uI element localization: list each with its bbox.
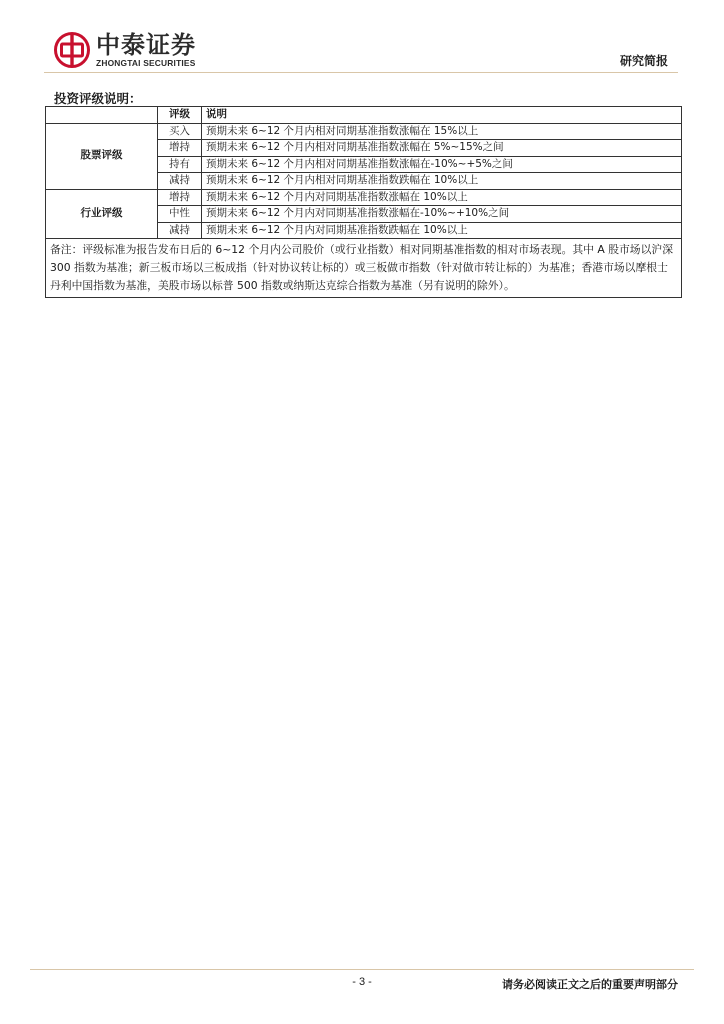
rating-note: 备注：评级标准为报告发布日后的 6~12 个月内公司股价（或行业指数）相对同期基准指数的相对市场表现。其中 A 股市场以沪深 300 指数为基准；新三板市场以三板成指（针对协议转让标的）或三板做市指数（针对做市转让标的）为基准；香港市场以摩根士丹利中国指数为基准，美股市场以标普 500 指数或纳斯达克综合指数为基准（另有说明的除外）。 (46, 239, 682, 298)
rating-description: 预期未来 6~12 个月内对同期基准指数跌幅在 10%以上 (202, 222, 682, 239)
table-note-row (46, 239, 682, 298)
report-type-label: 研究简报 (619, 54, 668, 68)
table-row (46, 123, 682, 140)
table-header-row (46, 107, 682, 124)
table-header-rating: 评级 (158, 107, 202, 124)
rating-description: 预期未来 6~12 个月内相对同期基准指数涨幅在-10%~+5%之间 (202, 156, 682, 173)
rating-level: 中性 (158, 206, 202, 223)
rating-description: 预期未来 6~12 个月内相对同期基准指数跌幅在 10%以上 (202, 173, 682, 190)
rating-description: 预期未来 6~12 个月内对同期基准指数涨幅在 10%以上 (202, 189, 682, 206)
table-header-empty (46, 107, 158, 124)
rating-table (45, 106, 682, 298)
rating-description: 预期未来 6~12 个月内对同期基准指数涨幅在-10%~+10%之间 (202, 206, 682, 223)
logo-chinese-name: 中泰证券 (96, 31, 196, 59)
rating-level: 增持 (158, 140, 202, 157)
stock-rating-category: 股票评级 (46, 123, 158, 189)
footer-disclaimer: 请务必阅读正文之后的重要声明部分 (502, 978, 678, 991)
header-divider (44, 72, 678, 73)
rating-level: 持有 (158, 156, 202, 173)
section-title: 投资评级说明： (54, 91, 142, 106)
logo-english-name: ZHONGTAI SECURITIES (96, 58, 196, 68)
zhongtai-logo-icon (54, 32, 90, 68)
rating-level: 买入 (158, 123, 202, 140)
rating-level: 增持 (158, 189, 202, 206)
table-header-description: 说明 (202, 107, 682, 124)
page-number: - 3 - (352, 976, 372, 988)
rating-level: 减持 (158, 222, 202, 239)
table-row (46, 189, 682, 206)
company-logo (54, 26, 196, 74)
footer-divider (30, 969, 694, 970)
rating-description: 预期未来 6~12 个月内相对同期基准指数涨幅在 15%以上 (202, 123, 682, 140)
industry-rating-category: 行业评级 (46, 189, 158, 239)
rating-level: 减持 (158, 173, 202, 190)
rating-description: 预期未来 6~12 个月内相对同期基准指数涨幅在 5%~15%之间 (202, 140, 682, 157)
